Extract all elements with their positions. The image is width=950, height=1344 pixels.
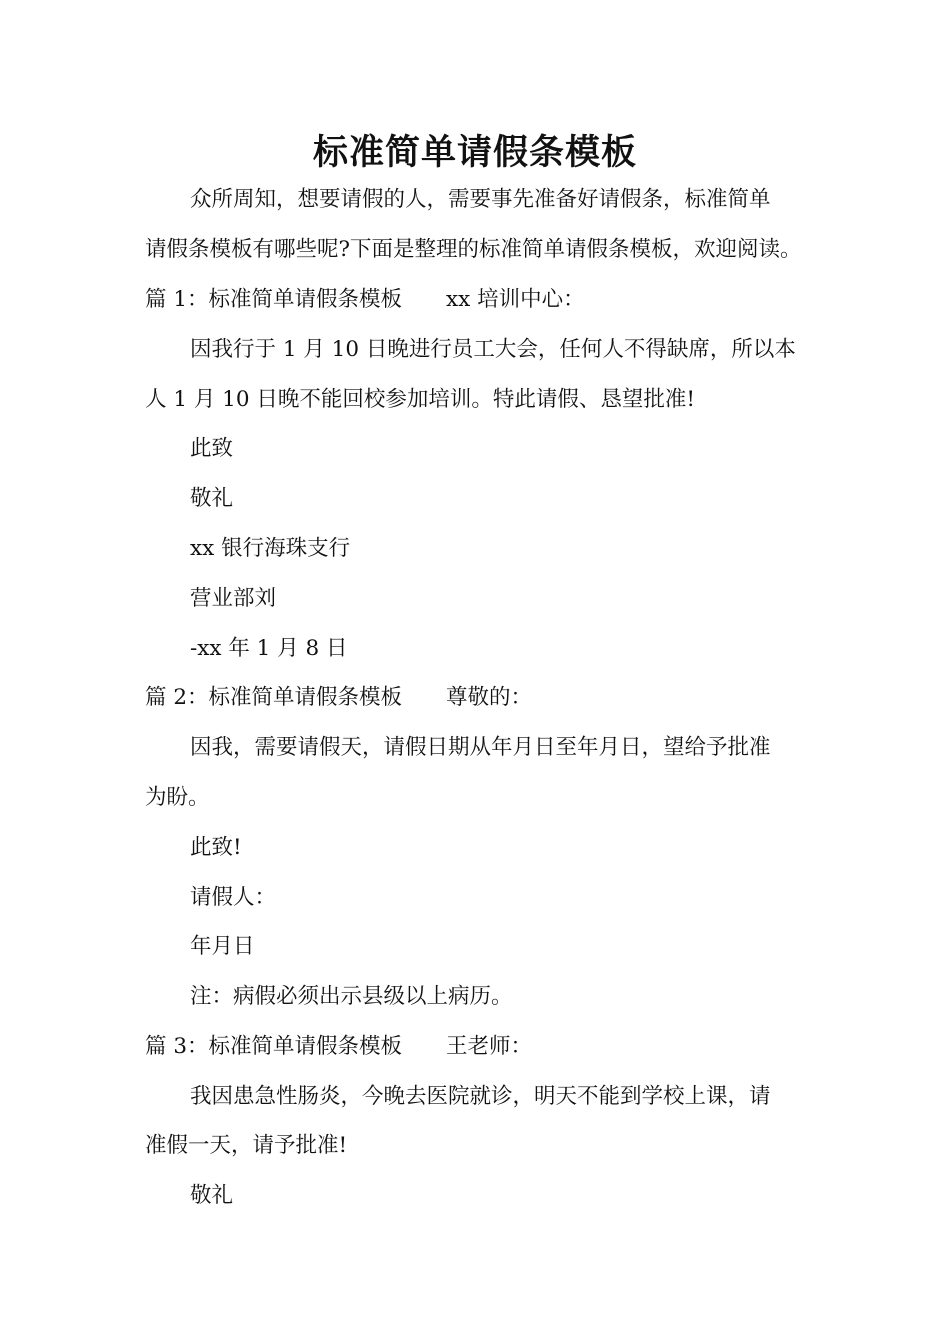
intro-line-1: 众所周知，想要请假的人，需要事先准备好请假条，标准简单: [190, 187, 771, 212]
section-2-body-line-1: 因我，需要请假天，请假日期从年月日至年月日，望给予批准: [190, 735, 771, 760]
section-1-dept: 营业部刘: [190, 586, 277, 611]
section-1-closing-1: 此致: [190, 436, 234, 461]
section-3-salutation: 王老师：: [446, 1034, 533, 1059]
section-2-salutation: 尊敬的：: [446, 685, 533, 710]
section-1-body-line-1: 因我行于 1 月 10 日晚进行员工大会，任何人不得缺席，所以本: [190, 337, 796, 362]
section-3-body-line-2: 准假一天，请予批准!: [145, 1133, 348, 1158]
section-1-closing-2: 敬礼: [190, 486, 234, 511]
section-2-closing-1: 此致!: [190, 835, 242, 860]
section-1-heading: 篇 1：标准简单请假条模板: [145, 287, 403, 312]
section-1-salutation: xx 培训中心：: [446, 287, 585, 312]
section-1-org: xx 银行海珠支行: [190, 536, 351, 561]
section-1-body-line-2: 人 1 月 10 日晚不能回校参加培训。特此请假、恳望批准!: [145, 387, 696, 412]
section-2-heading-line: [145, 683, 825, 713]
section-3-heading-line: [145, 1032, 825, 1062]
section-3-closing-1: 敬礼: [190, 1183, 234, 1208]
section-1-heading-line: [145, 285, 825, 315]
section-2-body-line-2: 为盼。: [145, 785, 210, 810]
section-2-note: 注：病假必须出示县级以上病历。: [190, 984, 513, 1009]
section-2-date: 年月日: [190, 934, 255, 959]
section-3-body-line-1: 我因患急性肠炎，今晚去医院就诊，明天不能到学校上课，请: [190, 1084, 771, 1109]
section-2-signer: 请假人：: [190, 885, 277, 910]
document-title: 标准简单请假条模板: [312, 132, 637, 173]
section-3-heading: 篇 3：标准简单请假条模板: [145, 1034, 403, 1059]
intro-line-2: 请假条模板有哪些呢?下面是整理的标准简单请假条模板，欢迎阅读。: [145, 237, 802, 262]
section-1-date: -xx 年 1 月 8 日: [190, 636, 348, 661]
section-2-heading: 篇 2：标准简单请假条模板: [145, 685, 403, 710]
